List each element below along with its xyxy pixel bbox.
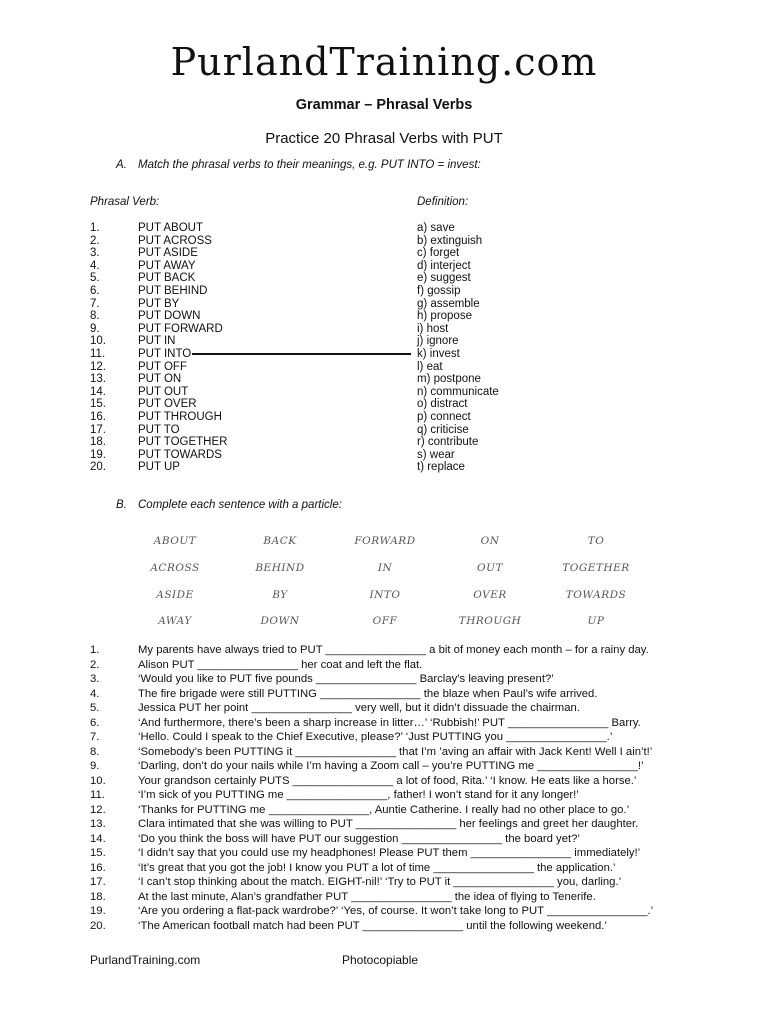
definition: d) interject [417,259,471,272]
phrasal-verb: PUT ON [138,373,182,386]
phrasal-verb: PUT ACROSS [138,234,212,247]
row-number: 20. [90,461,106,474]
particle-word: IN [377,562,393,574]
phrasal-verb: PUT TOGETHER [138,436,228,449]
phrasal-verb: PUT ASIDE [138,247,198,260]
phrasal-verb: PUT AWAY [138,259,196,272]
particle-word: ASIDE [156,589,194,601]
sentence-number: 19. [90,905,106,917]
definition: r) contribute [417,436,479,449]
row-number: 7. [90,297,100,310]
sentence-text: At the last minute, Alan’s grandfather PUT ________________ the idea of flying to Tenerife. [138,890,596,903]
particle-word: TOGETHER [562,562,630,574]
row-number: 18. [90,436,106,449]
sentence-text: ‘Somebody’s been PUTTING it ________________ that I’m ’aving an affair with Jack Kent! Well I ain’t!’ [138,745,653,758]
sentence-number: 13. [90,818,106,830]
section-b-instruction: Complete each sentence with a particle: [138,499,342,511]
row-number: 5. [90,272,100,285]
section-a-letter: A. [116,159,127,171]
definition: j) ignore [417,335,459,348]
phrasal-verb: PUT IN [138,335,176,348]
sentence-text: ‘Darling, don’t do your nails while I’m having a Zoom call – you’re PUTTING me ________________!’ [138,760,644,772]
particle-word: UP [587,615,605,627]
phrasal-verb: PUT BY [138,297,180,310]
worksheet-subtitle: Grammar – Phrasal Verbs [295,97,473,113]
phrasal-verb: PUT OFF [138,360,187,373]
definition: t) replace [417,461,465,474]
sentence-number: 1. [90,644,100,656]
definition: m) postpone [417,373,481,386]
particle-word: OUT [477,562,503,574]
sentence-text: ‘Would you like to PUT five pounds ________________ Barclay’s leaving present?’ [138,673,554,685]
sentence-text: Alison PUT ________________ her coat and left the flat. [138,658,423,671]
definition: c) forget [417,247,460,260]
phrasal-verb: PUT THROUGH [138,411,222,423]
particle-word: FORWARD [354,535,416,547]
sentence-number: 8. [90,745,100,758]
sentence-text: ‘Are you ordering a flat-pack wardrobe?’ ‘Yes, of course. It won’t take long to PUT ________________.’ [138,905,654,917]
sentence-text: The fire brigade were still PUTTING ________________ the blaze when Paul’s wife arrived. [138,687,598,700]
definition: p) connect [417,411,471,423]
sentence-text: ‘Hello. Could I speak to the Chief Executive, please?’ ‘Just PUTTING you ________________.’ [138,731,613,743]
row-number: 12. [90,360,106,373]
definition: n) communicate [417,385,499,398]
sentence-text: ‘And furthermore, there’s been a sharp increase in litter…’ ‘Rubbish!’ PUT ________________ Barry. [138,716,641,729]
phrasal-verb-header: Phrasal Verb: [90,196,160,208]
particle-word: ON [480,535,500,547]
definition: l) eat [417,360,443,373]
phrasal-verb: PUT TO [138,423,180,436]
sentence-text: Your grandson certainly PUTS ________________ a lot of food, Rita.’ ‘I know. He eats like a horse.’ [138,774,637,787]
sentence-text: My parents have always tried to PUT ________________ a bit of money each month – for a rainy day. [138,644,649,656]
phrasal-verb: PUT BEHIND [138,285,208,297]
particle-word: TOWARDS [565,589,627,601]
particle-word: BACK [263,535,297,547]
row-number: 16. [90,411,106,423]
sentence-text: ‘I didn’t say that you could use my headphones! Please PUT them ________________ immediately!’ [138,847,641,859]
sentence-number: 20. [90,919,106,932]
row-number: 17. [90,423,106,436]
sentence-number: 7. [90,731,100,743]
sentence-number: 16. [90,861,106,874]
definition: q) criticise [417,423,469,436]
footer-photocopiable: Photocopiable [342,953,419,967]
particle-word: BEHIND [255,562,305,574]
row-number: 19. [90,448,106,461]
particle-word: ACROSS [150,562,200,574]
sentence-number: 18. [90,890,106,903]
sentence-number: 5. [90,702,100,714]
particle-word: TO [587,535,605,547]
sentence-number: 4. [90,687,100,700]
row-number: 8. [90,310,100,323]
row-number: 6. [90,285,100,297]
sentence-number: 6. [90,716,100,729]
particle-word: DOWN [260,615,300,627]
sentence-number: 11. [90,789,105,801]
sentence-number: 14. [90,832,106,845]
definition-header: Definition: [417,196,469,208]
section-a-instruction: Match the phrasal verbs to their meanings, e.g. PUT INTO = invest: [138,159,481,171]
sentence-number: 3. [90,673,100,685]
row-number: 14. [90,385,106,398]
definition: e) suggest [417,272,471,285]
row-number: 13. [90,373,106,386]
sentence-text: ‘I’m sick of you PUTTING me ________________, father! I won’t stand for it any longer!’ [138,789,579,801]
sentence-text: ‘It’s great that you got the job! I know you PUT a lot of time ________________ the application.’ [138,861,616,874]
sentence-number: 10. [90,774,106,787]
phrasal-verb: PUT BACK [138,272,196,285]
definition: g) assemble [417,297,480,310]
particle-word: ABOUT [153,535,197,547]
sentence-text: ‘I can’t stop thinking about the match. EIGHT-nil!’ ‘Try to PUT it ________________ you, darling.’ [138,876,622,888]
particle-word: OVER [473,589,507,601]
phrasal-verb: PUT OVER [138,398,197,411]
particle-word: THROUGH [458,615,522,627]
row-number: 9. [90,322,100,335]
row-number: 1. [90,222,100,234]
particle-word: INTO [369,589,401,601]
row-number: 15. [90,398,106,411]
sentence-number: 15. [90,847,106,859]
definition: h) propose [417,310,472,323]
definition: i) host [417,322,449,335]
sentence-number: 9. [90,760,100,772]
sentence-text: ‘The American football match had been PUT ________________ until the following weekend.’ [138,919,607,932]
definition: k) invest [417,348,460,360]
phrasal-verb: PUT ABOUT [138,222,203,234]
definition: a) save [417,222,455,234]
phrasal-verb: PUT OUT [138,385,189,398]
definition: b) extinguish [417,234,483,247]
phrasal-verb: PUT FORWARD [138,322,223,335]
section-b-letter: B. [116,499,127,511]
footer-site: PurlandTraining.com [90,953,201,967]
particle-word: OFF [372,615,398,627]
row-number: 3. [90,247,100,260]
sentence-text: Clara intimated that she was willing to PUT ________________ her feelings and greet her daughter. [138,818,639,830]
row-number: 2. [90,234,100,247]
phrasal-verb: PUT DOWN [138,310,201,323]
particle-word: AWAY [158,615,192,627]
row-number: 11. [90,348,106,360]
practice-title: Practice 20 Phrasal Verbs with PUT [265,130,503,147]
sentence-number: 12. [90,803,106,816]
sentence-number: 17. [90,876,106,888]
phrasal-verb: PUT INTO [138,348,192,360]
sentence-text: ‘Do you think the boss will have PUT our suggestion ________________ the board yet?’ [138,832,580,845]
phrasal-verb: PUT UP [138,461,180,474]
definition: f) gossip [417,285,461,297]
row-number: 10. [90,335,106,348]
definition: s) wear [417,448,455,461]
particle-word: BY [272,589,288,601]
sentence-text: Jessica PUT her point ________________ very well, but it didn’t dissuade the chairman. [138,702,580,714]
site-title: PurlandTraining.com [170,40,598,84]
row-number: 4. [90,259,100,272]
example-match-line [192,353,411,355]
definition: o) distract [417,398,468,411]
sentence-number: 2. [90,658,100,671]
phrasal-verb: PUT TOWARDS [138,448,222,461]
sentence-text: ‘Thanks for PUTTING me ________________, Auntie Catherine. I really had no other place to go.’ [138,803,630,816]
